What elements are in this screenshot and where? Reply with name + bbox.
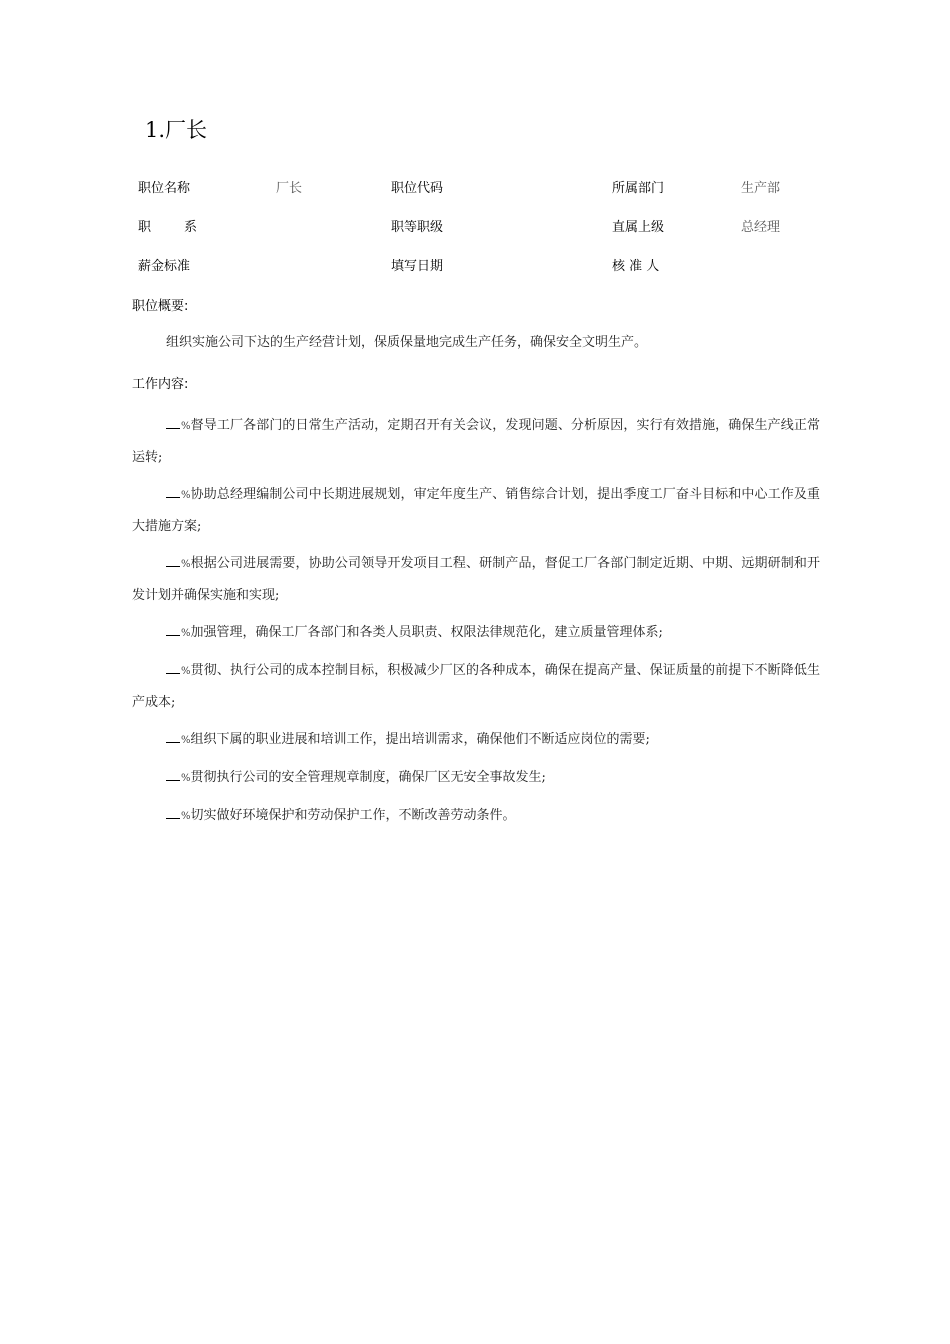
bullet-underline: [166, 485, 180, 498]
bullet-mark: %: [181, 559, 191, 570]
bullet-underline: [166, 623, 180, 636]
summary-heading: 职位概要:: [132, 299, 189, 314]
label-salary-standard: 薪金标准: [138, 259, 191, 274]
bullet-mark: %: [181, 666, 191, 677]
value-position-name: 厂长: [276, 181, 303, 196]
duties-heading: 工作内容:: [132, 377, 189, 392]
label-grade-level: 职等职级: [391, 220, 444, 235]
bullet-mark: %: [181, 811, 191, 822]
duty-text: 贯彻执行公司的安全管理规章制度，确保厂区无安全事故发生;: [190, 770, 546, 785]
duty-text: 组织下属的职业进展和培训工作，提出培训需求，确保他们不断适应岗位的需要;: [190, 732, 650, 747]
value-department: 生产部: [741, 181, 781, 196]
bullet-mark: %: [181, 628, 191, 639]
bullet-underline: [166, 730, 180, 743]
value-direct-supervisor: 总经理: [741, 220, 781, 235]
bullet-underline: [166, 416, 180, 429]
label-department: 所属部门: [612, 181, 665, 196]
info-row-1: [138, 178, 838, 217]
duties-list: [132, 410, 820, 838]
bullet-mark: %: [181, 421, 191, 432]
label-fill-date: 填写日期: [391, 259, 444, 274]
duty-item: [132, 410, 820, 473]
bullet-underline: [166, 554, 180, 567]
duty-item: [132, 655, 820, 718]
bullet-mark: %: [181, 773, 191, 784]
duty-text: 根据公司进展需要，协助公司领导开发项目工程、研制产品，督促工厂各部门制定近期、中期、远期研制和开发计划并确保实施和实现;: [132, 556, 820, 603]
label-approver: 核 准 人: [612, 259, 660, 274]
duty-item: [132, 479, 820, 542]
bullet-mark: %: [181, 735, 191, 746]
duty-text: 加强管理，确保工厂各部门和各类人员职责、权限法律规范化，建立质量管理体系;: [190, 625, 663, 640]
page-title: 1.厂长: [145, 118, 208, 142]
label-position-name: 职位名称: [138, 181, 191, 196]
info-row-3: [138, 256, 838, 295]
duty-text: 贯彻、执行公司的成本控制目标，积极减少厂区的各种成本，确保在提高产量、保证质量的前提下不断降低生产成本;: [132, 663, 820, 710]
position-info-grid: [138, 178, 838, 295]
label-position-code: 职位代码: [391, 181, 444, 196]
duty-item: [132, 617, 820, 649]
duty-item: [132, 548, 820, 611]
duty-text: 切实做好环境保护和劳动保护工作，不断改善劳动条件。: [190, 808, 516, 823]
duty-text: 协助总经理编制公司中长期进展规划，审定年度生产、销售综合计划，提出季度工厂奋斗目标和中心工作及重大措施方案;: [132, 487, 820, 534]
duty-item: [132, 800, 820, 832]
summary-text: 组织实施公司下达的生产经营计划，保质保量地完成生产任务，确保安全文明生产。: [166, 335, 648, 350]
bullet-underline: [166, 661, 180, 674]
label-direct-supervisor: 直属上级: [612, 220, 665, 235]
duty-text: 督导工厂各部门的日常生产活动，定期召开有关会议，发现问题、分析原因，实行有效措施，确保生产线正常运转;: [132, 418, 820, 465]
bullet-mark: %: [181, 490, 191, 501]
label-job-family: 职 系: [138, 220, 198, 235]
duty-item: [132, 724, 820, 756]
bullet-underline: [166, 768, 180, 781]
info-row-2: [138, 217, 838, 256]
duty-item: [132, 762, 820, 794]
bullet-underline: [166, 806, 180, 819]
